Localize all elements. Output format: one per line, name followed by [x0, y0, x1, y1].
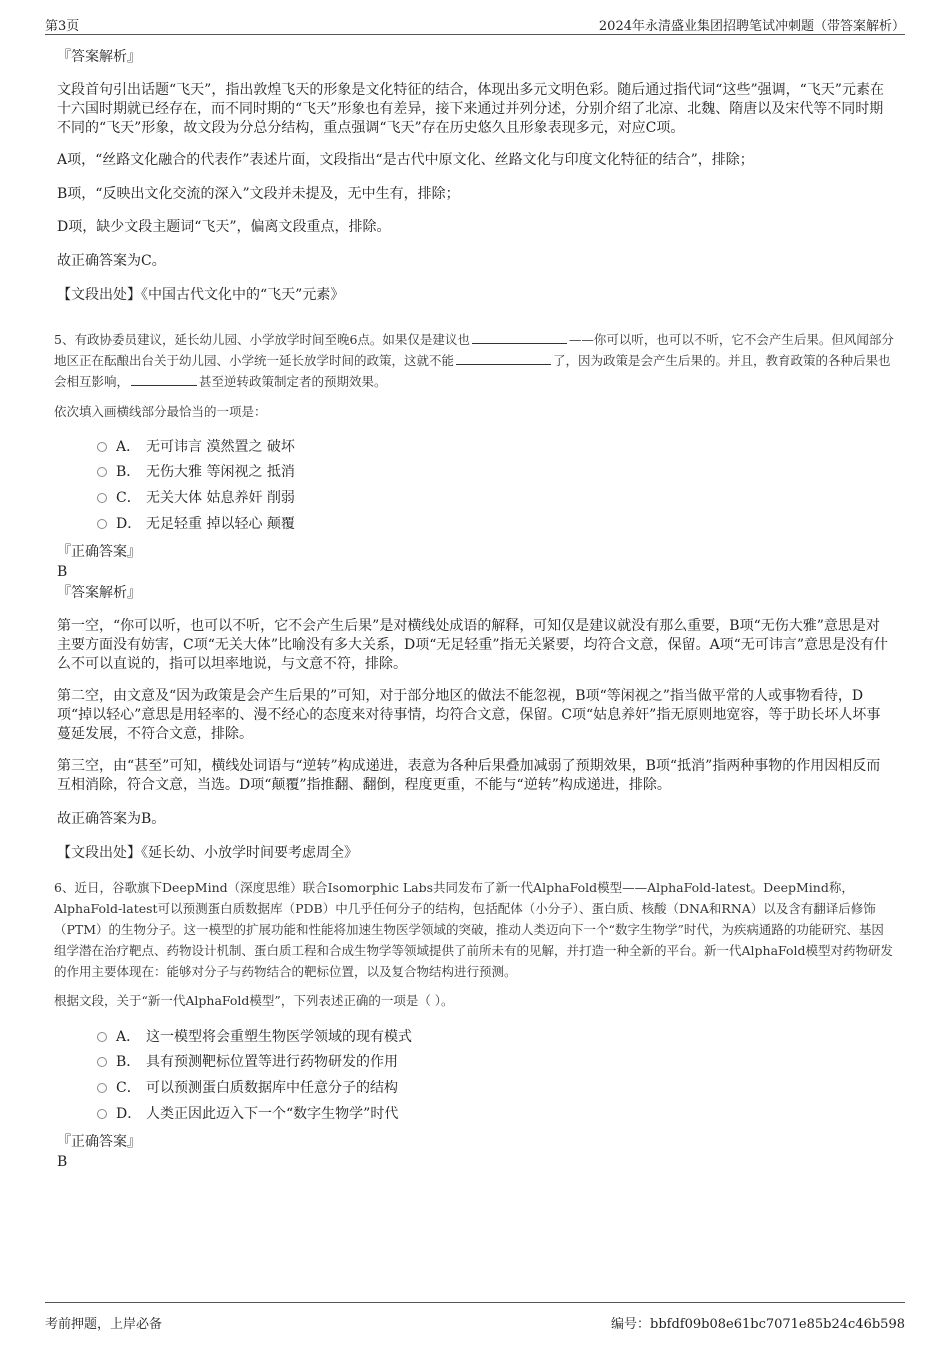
- radio-icon[interactable]: [97, 1083, 107, 1093]
- radio-icon[interactable]: [97, 442, 107, 452]
- q4-analysis-paragraph: 文段首句引出话题“飞天”，指出敦煌飞天的形象是文化特征的结合，体现出多元文明色彩。随后通过指代词“这些”强调，“飞天”元素在十六国时期就已经存在，而不同时期的“飞天”形象也有差异，接下来通过并列分述，分别介绍了北凉、北魏、隋唐以及宋代等不同时期不同的“飞天”形象，故文段为分总分结构，重点强调“飞天”存在历史悠久且形象表现多元，对应C项。: [57, 82, 884, 136]
- q5-analysis-label: 『答案解析』: [57, 585, 141, 601]
- radio-icon[interactable]: [97, 519, 107, 529]
- page-number: 第3页: [45, 19, 80, 34]
- document-code: 编号：bbfdf09b08e61bc7071e85b24c46b598: [611, 1317, 905, 1332]
- q4-option-b-note: B项，“反映出文化交流的深入”文段并未提及，无中生有，排除；: [57, 186, 460, 202]
- q4-option-a-note: A项，“丝路文化融合的代表作”表述片面，文段指出“是古代中原文化、丝路文化与印度文化特征的结合”，排除；: [57, 152, 754, 168]
- q4-analysis-label: 『答案解析』: [57, 49, 141, 65]
- q4-option-d-note: D项，缺少文段主题词“飞天”，偏离文段重点，排除。: [57, 219, 391, 235]
- footer-slogan: 考前押题，上岸必备: [45, 1317, 163, 1332]
- q6-correct-answer: B: [57, 1154, 68, 1170]
- q5-option-d[interactable]: D． 无足轻重 掉以轻心 颠覆: [97, 514, 295, 534]
- radio-icon[interactable]: [97, 493, 107, 503]
- q6-prompt: 根据文段，关于“新一代AlphaFold模型”，下列表述正确的一项是（ ）。: [54, 993, 454, 1008]
- q5-stem: 5、有政协委员建议，延长幼儿园、小学放学时间至晚6点。如果仅是建议也 ——你可以听，也可以不听，它不会产生后果。但风闻部分地区正在酝酿出台关于幼儿园、小学统一延长放学时间的政策，这就不能 了，因为政策是会产生后果的。并且，教育政策的各种后果也会相互影响， 甚至逆转政策制定者的预期效果。: [54, 332, 894, 389]
- q4-source: 【文段出处】《中国古代文化中的“飞天”元素》: [57, 287, 345, 303]
- q6-stem: 6、近日，谷歌旗下DeepMind（深度思维）联合Isomorphic Labs共同发布了新一代AlphaFold模型——AlphaFold-latest。DeepMind称，AlphaFold-latest可以预测蛋白质数据库（PDB）中几乎任何分子的结构，包括配体（小分子）、蛋白质、核酸（DNA和RNA）以及含有翻译后修饰（PTM）的生物分子。这一模型的扩展功能和性能将加速生物医学领域的突破，推动人类迈向下一个“数字生物学”时代，为疾病通路的功能研究、基因组学潜在治疗靶点、药物设计机制、蛋白质工程和合成生物学等领域提供了前所未有的见解，并打造一种全新的平台。新一代AlphaFold模型对药物研发的作用主要体现在：能够对分子与药物结合的靶标位置，以及复合物结构进行预测。: [54, 880, 894, 979]
- q5-analysis-first-blank: 第一空，“你可以听，也可以不听，它不会产生后果”是对横线处成语的解释，可知仅是建议就没有那么重要，B项“无伤大雅”意思是对主要方面没有妨害，C项“无关大体”比喻没有多大关系，D项“无足轻重”指无关紧要，均符合文意，保留。A项“无可讳言”意思是没有什么不可以直说的，指可以坦率地说，与文意不符，排除。: [57, 618, 888, 672]
- radio-icon[interactable]: [97, 467, 107, 477]
- document-title: 2024年永清盛业集团招聘笔试冲刺题（带答案解析）: [598, 19, 905, 34]
- q5-analysis-second-blank: 第二空，由文意及“因为政策是会产生后果的”可知，对于部分地区的做法不能忽视，B项“等闲视之”指当做平常的人或事物看待，D项“掉以轻心”意思是用轻率的、漫不经心的态度来对待事情，均符合文意，保留。C项“姑息养奸”指无原则地宽容，等于助长坏人坏事蔓延发展，不符合文意，排除。: [57, 688, 881, 742]
- page-header: [45, 14, 905, 35]
- page-footer: [45, 1302, 905, 1332]
- q6-option-d[interactable]: D． 人类正因此迈入下一个“数字生物学”时代: [97, 1104, 398, 1124]
- q6-option-b[interactable]: B． 具有预测靶标位置等进行药物研发的作用: [97, 1052, 398, 1072]
- q5-option-b[interactable]: B． 无伤大雅 等闲视之 抵消: [97, 462, 295, 482]
- q5-blank-3: [131, 373, 197, 386]
- q6-option-c[interactable]: C． 可以预测蛋白质数据库中任意分子的结构: [97, 1078, 398, 1098]
- q5-prompt: 依次填入画横线部分最恰当的一项是：: [54, 404, 267, 419]
- q5-correct-answer: B: [57, 564, 68, 580]
- q5-blank-2: [456, 352, 551, 365]
- q5-option-c[interactable]: C． 无关大体 姑息养奸 削弱: [97, 488, 295, 508]
- q5-option-a[interactable]: A． 无可讳言 漠然置之 破坏: [97, 437, 295, 457]
- radio-icon[interactable]: [97, 1109, 107, 1119]
- q5-source: 【文段出处】《延长幼、小放学时间要考虑周全》: [57, 845, 358, 861]
- q5-analysis-third-blank: 第三空，由“甚至”可知，横线处词语与“逆转”构成递进，表意为各种后果叠加减弱了预期效果，B项“抵消”指两种事物的作用因相反而互相消除，符合文意，当选。D项“颠覆”指推翻、翻倒，程度更重，不能与“逆转”构成递进，排除。: [57, 758, 881, 793]
- q6-option-a[interactable]: A． 这一模型将会重塑生物医学领域的现有模式: [97, 1027, 412, 1047]
- q5-blank-1: [472, 331, 567, 344]
- q6-correct-label: 『正确答案』: [57, 1134, 141, 1150]
- q5-correct-label: 『正确答案』: [57, 544, 141, 560]
- radio-icon[interactable]: [97, 1032, 107, 1042]
- q5-conclusion: 故正确答案为B。: [57, 811, 166, 827]
- radio-icon[interactable]: [97, 1057, 107, 1067]
- q4-conclusion: 故正确答案为C。: [57, 253, 166, 269]
